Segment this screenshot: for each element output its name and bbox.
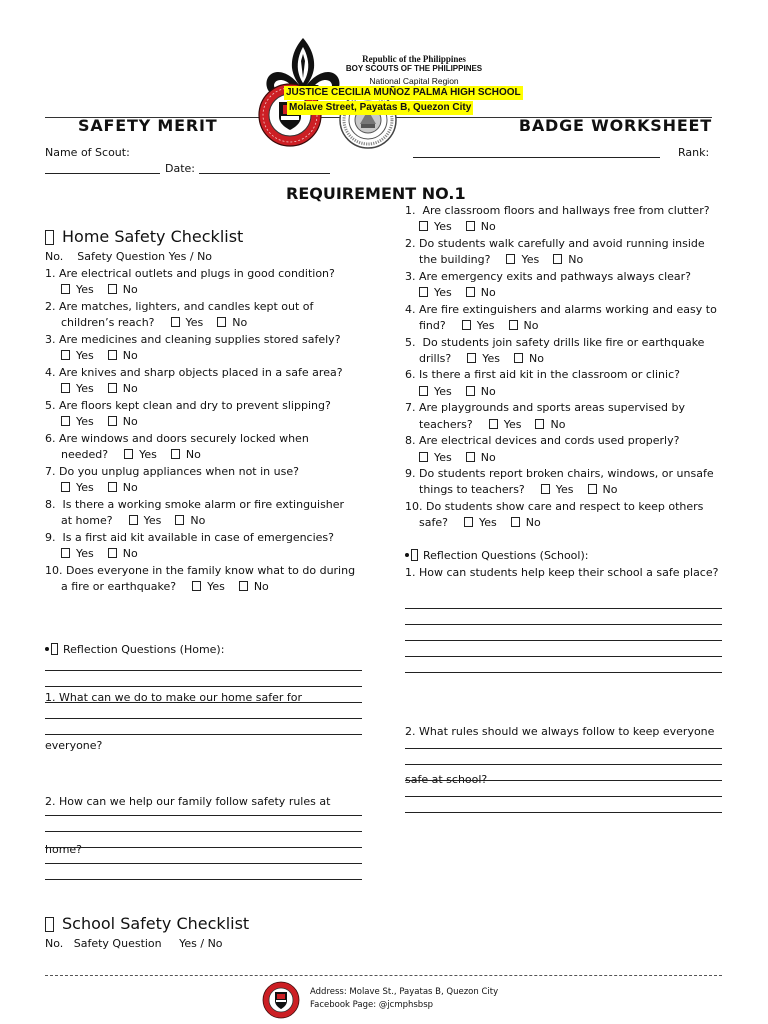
answer-line[interactable] (45, 734, 362, 735)
answer-line[interactable] (405, 764, 722, 765)
no-label: No (480, 286, 496, 300)
answer-row (405, 219, 717, 235)
no-label: No (185, 448, 201, 461)
yes-label: Yes (207, 580, 225, 593)
no-option[interactable] (466, 384, 496, 400)
answer-line[interactable] (45, 847, 362, 848)
no-label: No (568, 253, 584, 267)
question-text-continued: teachers? (419, 417, 473, 431)
checkbox-icon[interactable] (61, 284, 70, 294)
question-text-continued: a fire or earthquake? (61, 580, 177, 593)
question-text-continued: needed? (61, 448, 109, 461)
checkbox-icon[interactable] (61, 350, 70, 360)
question-text: 2. Do students walk carefully and avoid running inside (405, 236, 705, 250)
home-checklist-title: Home Safety Checklist (62, 227, 244, 246)
name-field[interactable] (413, 157, 660, 158)
question-text-continued: find? (419, 319, 446, 333)
yes-option[interactable] (462, 318, 495, 334)
yes-option[interactable] (541, 482, 574, 498)
yes-label: Yes (476, 319, 495, 333)
no-label: No (523, 319, 539, 333)
yes-label: Yes (478, 516, 497, 530)
no-label: No (122, 283, 138, 296)
school-checklist-questions (405, 203, 717, 532)
home-checklist (45, 249, 355, 596)
no-option[interactable] (171, 447, 201, 464)
school-address: Molave Street, Payatas B, Quezon City (289, 102, 472, 113)
no-label: No (550, 417, 566, 431)
checklist-columns: No. Safety Question Yes / No (45, 250, 213, 263)
answer-line[interactable] (45, 831, 362, 832)
yes-label: Yes (434, 384, 452, 398)
answer-row (45, 447, 355, 464)
checkbox-icon[interactable] (124, 449, 133, 459)
answer-row (405, 482, 717, 498)
no-option[interactable] (466, 219, 496, 235)
answer-row (405, 351, 717, 367)
question-text: 10. Do students show care and respect to keep others (405, 499, 704, 513)
answer-row (45, 480, 355, 497)
checkbox-icon[interactable] (192, 581, 201, 591)
checkbox-icon[interactable] (108, 548, 117, 558)
answer-line[interactable] (405, 656, 722, 657)
yes-option[interactable] (489, 417, 522, 433)
yes-label: Yes (76, 415, 94, 428)
reflection-question: 2. How can we help our family follow safety rules at (45, 795, 331, 808)
yes-option[interactable] (61, 282, 94, 299)
reflection-question-continued: safe at school? (405, 773, 488, 786)
answer-line[interactable] (405, 812, 722, 813)
yes-option[interactable] (61, 381, 94, 398)
school-reflection-heading (405, 548, 588, 564)
checkbox-icon[interactable] (61, 383, 70, 393)
checkbox-icon[interactable] (419, 287, 428, 297)
yes-label: Yes (143, 514, 162, 527)
checkbox-icon[interactable] (506, 254, 515, 264)
no-label: No (190, 514, 206, 527)
no-option[interactable] (108, 348, 138, 365)
answer-line[interactable] (45, 718, 362, 719)
question-text-continued: at home? (61, 514, 113, 527)
placeholder-glyph-icon (411, 549, 418, 561)
answer-row (405, 252, 717, 268)
no-label: No (480, 220, 496, 234)
checkbox-icon[interactable] (535, 419, 544, 429)
answer-line[interactable] (45, 863, 362, 864)
no-label: No (529, 351, 544, 365)
question-text-continued: children’s reach? (61, 316, 155, 329)
question-text: 9. Do students report broken chairs, windows, or unsafe (405, 467, 714, 480)
no-label: No (480, 450, 496, 464)
answer-line[interactable] (405, 624, 722, 625)
checkbox-icon[interactable] (541, 484, 550, 494)
reflection-question-continued: everyone? (45, 739, 103, 752)
no-option[interactable] (466, 450, 496, 466)
answer-row (45, 348, 355, 365)
yes-label: Yes (76, 547, 94, 560)
answer-line[interactable] (45, 815, 362, 816)
yes-label: Yes (76, 349, 94, 362)
reflection-question-continued: home? (45, 843, 83, 856)
checkbox-icon[interactable] (175, 515, 184, 525)
answer-row (405, 417, 717, 433)
checkbox-icon[interactable] (466, 452, 475, 462)
question-text: 8. Is there a working smoke alarm or fire extinguisher (45, 497, 345, 511)
school-checklist-title: School Safety Checklist (62, 914, 250, 933)
question-text: 2. Are matches, lighters, and candles kept out of (45, 299, 314, 313)
no-option[interactable] (217, 315, 247, 332)
no-option[interactable] (108, 282, 138, 299)
requirement-title: REQUIREMENT NO.1 (286, 184, 466, 203)
yes-option[interactable] (61, 480, 94, 497)
no-label: No (253, 580, 269, 593)
title-left: SAFETY MERIT (78, 116, 218, 135)
no-label: No (122, 481, 138, 494)
answer-row (405, 318, 717, 334)
no-option[interactable] (175, 513, 205, 530)
question-text: 8. Are electrical devices and cords used properly? (405, 434, 680, 448)
checkbox-icon[interactable] (462, 320, 471, 330)
no-option[interactable] (535, 417, 565, 433)
checkbox-icon[interactable] (509, 320, 518, 330)
checkbox-icon[interactable] (129, 515, 138, 525)
question-text: 3. Are emergency exits and pathways always clear? (405, 269, 692, 283)
answer-line[interactable] (405, 608, 722, 609)
question-text-continued: drills? (419, 351, 452, 365)
reflection-question: 2. What rules should we always follow to keep everyone (405, 725, 715, 738)
yes-label: Yes (503, 417, 522, 431)
answer-line[interactable] (45, 879, 362, 880)
question-text: 4. Are fire extinguishers and alarms working and easy to (405, 302, 717, 316)
placeholder-glyph-icon (45, 230, 54, 245)
rank-label: Rank: (678, 146, 710, 159)
title-right: BADGE WORKSHEET (518, 116, 712, 135)
yes-option[interactable] (124, 447, 157, 464)
answer-row (45, 579, 355, 596)
question-text: 5. Do students join safety drills like fire or earthquake (405, 335, 705, 349)
footer-rule (45, 975, 722, 976)
home-reflection-heading (45, 642, 302, 658)
answer-line[interactable] (405, 780, 722, 781)
home-reflection-title: Reflection Questions (Home): (63, 643, 225, 656)
home-reflection-q2 (45, 762, 330, 874)
republic-text: Republic of the Philippines (362, 54, 466, 64)
question-text: 10. Does everyone in the family know what to do during (45, 563, 356, 577)
checkbox-icon[interactable] (217, 317, 226, 327)
region-name: National Capital Region (369, 76, 459, 86)
no-option[interactable] (509, 318, 539, 334)
checkbox-icon[interactable] (108, 383, 117, 393)
question-text: 7. Do you unplug appliances when not in use? (45, 464, 299, 478)
no-option[interactable] (108, 480, 138, 497)
footer-address: Address: Molave St., Payatas B, Quezon City (310, 987, 499, 997)
answer-line[interactable] (405, 796, 722, 797)
footer-facebook: Facebook Page: @jcmphsbsp (310, 1000, 434, 1010)
question-text: 1. Are classroom floors and hallways free from clutter? (405, 204, 710, 217)
yes-option[interactable] (506, 252, 539, 268)
bullet-icon (45, 647, 49, 651)
checkbox-icon[interactable] (489, 419, 498, 429)
yes-label: Yes (555, 483, 574, 497)
placeholder-glyph-icon (51, 643, 58, 655)
no-label: No (122, 415, 138, 428)
yes-label: Yes (482, 351, 501, 365)
yes-label: Yes (521, 253, 540, 267)
checkbox-icon[interactable] (553, 254, 562, 264)
checkbox-icon[interactable] (61, 548, 70, 558)
checkbox-icon[interactable] (466, 287, 475, 297)
yes-option[interactable] (61, 348, 94, 365)
yes-label: Yes (434, 286, 452, 300)
rank-field[interactable] (45, 173, 160, 174)
yes-label: Yes (139, 448, 157, 461)
yes-label: Yes (76, 283, 94, 296)
checkbox-icon[interactable] (171, 317, 180, 327)
school-name: JUSTICE CECILIA MUÑOZ PALMA HIGH SCHOOL (286, 87, 521, 98)
question-text-continued: things to teachers? (419, 483, 525, 497)
checkbox-icon[interactable] (61, 416, 70, 426)
checkbox-icon[interactable] (466, 386, 475, 396)
checkbox-icon[interactable] (108, 350, 117, 360)
question-text: 4. Are knives and sharp objects placed in a safe area? (45, 365, 343, 379)
school-checklist-heading (45, 914, 249, 934)
answer-row (405, 450, 717, 466)
answer-row (405, 384, 717, 400)
no-option[interactable] (108, 546, 138, 563)
no-label: No (602, 483, 618, 497)
yes-option[interactable] (467, 351, 500, 367)
checkbox-icon[interactable] (466, 221, 475, 231)
yes-label: Yes (434, 220, 452, 234)
no-label: No (122, 382, 138, 395)
no-option[interactable] (239, 579, 269, 596)
yes-option[interactable] (419, 285, 452, 301)
answer-row (45, 315, 355, 332)
name-label: Name of Scout: (45, 146, 130, 159)
question-text: 3. Are medicines and cleaning supplies stored safely? (45, 332, 341, 346)
yes-label: Yes (434, 450, 452, 464)
question-text: 7. Are playgrounds and sports areas supervised by (405, 401, 685, 415)
no-option[interactable] (466, 285, 496, 301)
answer-row (45, 513, 355, 530)
answer-line[interactable] (45, 686, 362, 687)
home-reflection (45, 610, 302, 770)
question-text: 6. Are windows and doors securely locked when (45, 431, 309, 445)
yes-option[interactable] (61, 414, 94, 431)
no-option[interactable] (553, 252, 583, 268)
yes-label: Yes (185, 316, 204, 329)
answer-line[interactable] (405, 640, 722, 641)
no-label: No (122, 547, 138, 560)
no-label: No (232, 316, 248, 329)
bullet-icon (405, 553, 409, 557)
answer-row (405, 515, 717, 531)
checkbox-icon[interactable] (108, 284, 117, 294)
question-text: 9. Is a first aid kit available in case of emergencies? (45, 530, 334, 544)
no-option[interactable] (514, 351, 544, 367)
no-label: No (480, 384, 496, 398)
checkbox-icon[interactable] (171, 449, 180, 459)
home-checklist-heading (45, 227, 243, 247)
no-label: No (525, 516, 541, 530)
checkbox-icon[interactable] (419, 221, 428, 231)
yes-option[interactable] (419, 219, 452, 235)
no-label: No (122, 349, 138, 362)
yes-label: Yes (76, 382, 94, 395)
no-option[interactable] (108, 414, 138, 431)
no-option[interactable] (588, 482, 618, 498)
yes-option[interactable] (171, 315, 204, 332)
question-text-continued: safe? (419, 516, 448, 530)
answer-line[interactable] (405, 672, 722, 673)
date-field[interactable] (199, 173, 330, 174)
placeholder-glyph-icon (45, 917, 54, 932)
answer-line[interactable] (45, 670, 362, 671)
answer-line[interactable] (405, 748, 722, 749)
no-option[interactable] (108, 381, 138, 398)
checkbox-icon[interactable] (108, 482, 117, 492)
yes-option[interactable] (192, 579, 225, 596)
answer-line[interactable] (45, 702, 362, 703)
checkbox-icon[interactable] (239, 581, 248, 591)
reflection-question: 1. How can students help keep their school a safe place? (405, 566, 719, 579)
yes-option[interactable] (61, 546, 94, 563)
yes-option[interactable] (419, 384, 452, 400)
no-option[interactable] (511, 515, 541, 531)
checklist-columns: No. Safety Question Yes / No (45, 937, 223, 950)
question-text: 1. Are electrical outlets and plugs in good condition? (45, 266, 335, 280)
yes-label: Yes (76, 481, 94, 494)
question-text: 5. Are floors kept clean and dry to prevent slipping? (45, 398, 331, 412)
checkbox-icon[interactable] (419, 452, 428, 462)
checkbox-icon[interactable] (514, 353, 523, 363)
checkbox-icon[interactable] (464, 517, 473, 527)
footer-seal-logo (262, 981, 300, 1019)
yes-option[interactable] (464, 515, 497, 531)
checkbox-icon[interactable] (61, 482, 70, 492)
answer-row (405, 285, 717, 301)
reflection-question: 1. What can we do to make our home safer for (45, 691, 303, 704)
answer-row (45, 282, 355, 299)
answer-row (45, 414, 355, 431)
yes-option[interactable] (129, 513, 162, 530)
school-reflection-title: Reflection Questions (School): (423, 549, 589, 562)
question-text-continued: the building? (419, 253, 491, 267)
question-text: 6. Is there a first aid kit in the classroom or clinic? (405, 368, 680, 382)
checkbox-icon[interactable] (467, 353, 476, 363)
checkbox-icon[interactable] (419, 386, 428, 396)
checkbox-icon[interactable] (588, 484, 597, 494)
organization-name: BOY SCOUTS OF THE PHILIPPINES (345, 64, 483, 73)
yes-option[interactable] (419, 450, 452, 466)
checkbox-icon[interactable] (511, 517, 520, 527)
checkbox-icon[interactable] (108, 416, 117, 426)
answer-row (45, 546, 355, 563)
answer-row (45, 381, 355, 398)
date-label: Date: (165, 162, 195, 175)
